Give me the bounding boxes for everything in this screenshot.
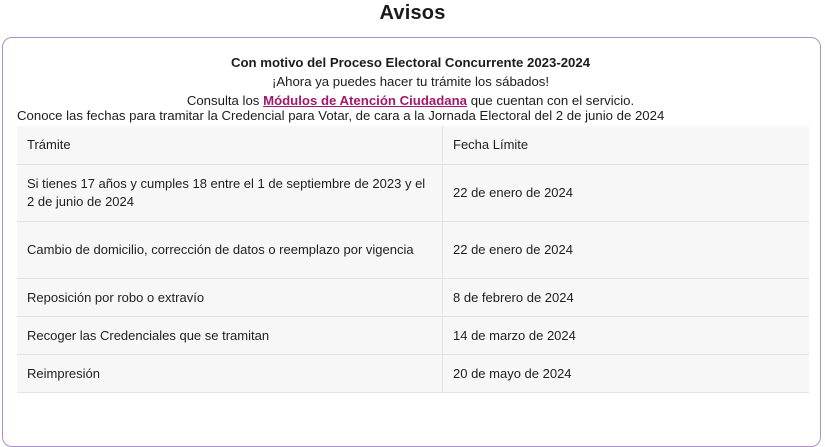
notice-headline: Con motivo del Proceso Electoral Concurrente 2023-2024 [230,55,591,70]
column-header-tramite: Trámite [17,126,443,165]
tramite-cell: Reposición por robo o extravío [17,279,443,317]
table-row [17,222,809,279]
notice-card [2,37,821,447]
modules-link[interactable]: Módulos de Atención Ciudadana [263,93,468,108]
fecha-cell: 22 de enero de 2024 [443,165,810,222]
fecha-cell: 14 de marzo de 2024 [443,317,810,355]
table-row [17,317,809,355]
table-row [17,165,809,222]
notice-dates-intro: Conoce las fechas para tramitar la Credencial para Votar, de cara a la Jornada Electoral del 2 de junio de 2024 [17,108,665,123]
tramite-cell: Si tienes 17 años y cumples 18 entre el 1 de septiembre de 2023 y el 2 de junio de 2024 [17,165,443,222]
fecha-cell: 8 de febrero de 2024 [443,279,810,317]
fecha-cell: 20 de mayo de 2024 [443,355,810,393]
tramite-cell: Cambio de domicilio, corrección de datos o reemplazo por vigencia [17,222,443,279]
modules-suffix: que cuentan con el servicio. [470,93,635,108]
notice-saturday-text: ¡Ahora ya puedes hacer tu trámite los sábados! [271,74,550,89]
table-row [17,279,809,317]
table-row [17,355,809,393]
deadlines-table [17,126,809,393]
tramite-cell: Recoger las Credenciales que se tramitan [17,317,443,355]
tramite-cell: Reimpresión [17,355,443,393]
table-header-row [17,126,809,165]
page-title: Avisos [379,2,446,24]
fecha-cell: 22 de enero de 2024 [443,222,810,279]
modules-prefix: Consulta los [186,93,260,108]
notice-intro [3,53,818,110]
column-header-fecha: Fecha Límite [443,126,810,165]
